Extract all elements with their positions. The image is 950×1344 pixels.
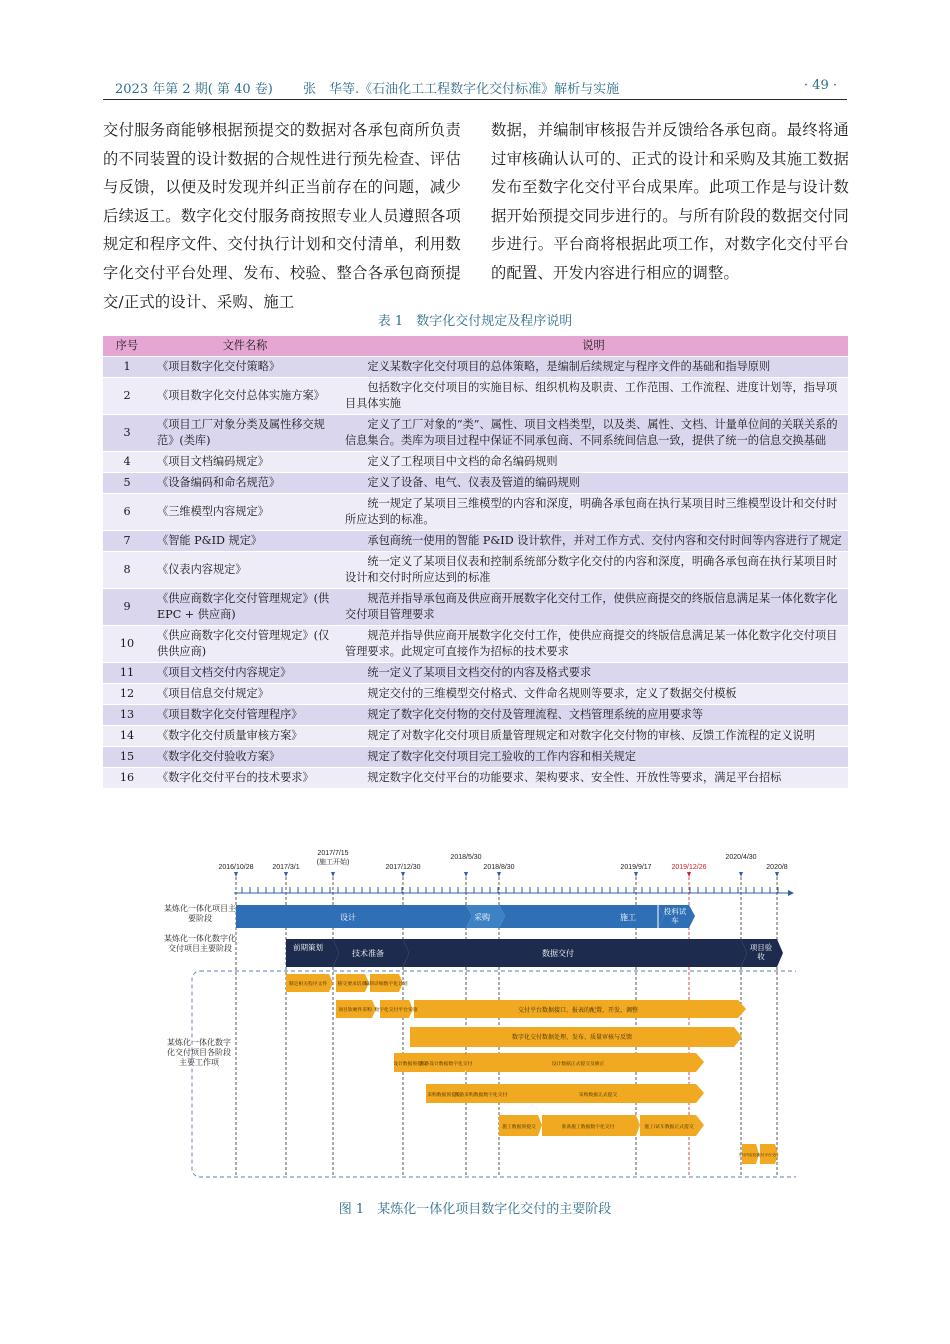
running-header xyxy=(103,74,847,100)
cell-desc: 包括数字化交付项目的实施目标、组织机构及职责、工作范围、工作流程、进度计划等，指导项目具体实施 xyxy=(339,378,848,415)
cell-desc: 规范并指导承包商及供应商开展数字化交付工作，使供应商提交的终版信息满足某一体化数字化交付项目管理要求 xyxy=(339,589,848,626)
cell-desc: 定义了工程项目中文档的命名编码规则 xyxy=(339,452,848,473)
cell-name: 《设备编码和命名规范》 xyxy=(151,473,339,494)
row-label: 某炼化一体化数字化交付项目主要阶段 xyxy=(164,934,236,953)
table-row xyxy=(103,747,848,768)
cell-desc: 承包商统一使用的智能 P&ID 设计软件，并对工作方式、交付内容和交付时间等内容进行了规定 xyxy=(339,531,848,552)
cell-name: 《数字化交付平台的技术要求》 xyxy=(151,768,339,789)
table-row xyxy=(103,705,848,726)
cell-name: 《智能 P&ID 规定》 xyxy=(151,531,339,552)
cell-name: 《仪表内容规定》 xyxy=(151,552,339,589)
work-label: 准备施工数据数字化交付 xyxy=(561,1125,615,1130)
cell-no: 8 xyxy=(103,552,151,589)
cell-no: 7 xyxy=(103,531,151,552)
timeline-diagram xyxy=(158,846,796,1181)
date-label: 2019/9/17 xyxy=(620,864,652,871)
header-name: 文件名称 xyxy=(151,336,339,357)
cell-name: 《项目数字化交付管理程序》 xyxy=(151,705,339,726)
work-label: 项目软硬件采购 xyxy=(338,1008,372,1013)
cell-desc: 规定了对数字化交付项目质量管理规定和对数字化交付物的审核、反馈工作流程的定义说明 xyxy=(339,726,848,747)
page-number: · 49 · xyxy=(803,78,837,93)
work-label: 移交要求培训 xyxy=(337,982,367,987)
work-label: 准备采购数据数字化交付 xyxy=(454,1093,508,1098)
cell-no: 9 xyxy=(103,589,151,626)
work-label: 交付平台数据接口、报表的配置、开发、调整 xyxy=(517,1008,639,1014)
phase-label: 施工 xyxy=(620,913,636,922)
cell-no: 6 xyxy=(103,494,151,531)
table-row xyxy=(103,415,848,452)
article-title: 张 华等.《石油化工工程数字化交付标准》解析与实施 xyxy=(303,82,620,97)
row-label: 某炼化一体化项目主要阶段 xyxy=(164,904,236,923)
work-label: 设计数据正式提交及修正 xyxy=(551,1062,605,1067)
delivery-label: 技术准备 xyxy=(352,949,384,958)
work-label: 编制详细数字化计划 xyxy=(364,982,408,987)
work-label: 准备设计数据数字化交付 xyxy=(419,1062,473,1067)
cell-name: 《供应商数字化交付管理规定》(供 EPC + 供应商) xyxy=(151,589,339,626)
work-label: 施工/试车数据正式提交 xyxy=(644,1125,694,1130)
cell-no: 3 xyxy=(103,415,151,452)
cell-desc: 统一定义了某项目仪表和控制系统部分数字化交付的内容和深度，明确各承包商在执行某项目时设计和交付时所应达到的标准 xyxy=(339,552,848,589)
cell-name: 《数字化交付验收方案》 xyxy=(151,747,339,768)
table-row xyxy=(103,473,848,494)
phase-label: 设计 xyxy=(340,913,356,922)
cell-name: 《供应商数字化交付管理规定》(仅供供应商) xyxy=(151,626,339,663)
delivery-label: 前期策划 xyxy=(293,943,323,952)
table-row xyxy=(103,626,848,663)
row-label-box xyxy=(164,934,236,970)
date-label: 2020/4/30 xyxy=(725,854,757,861)
cell-no: 11 xyxy=(103,663,151,684)
table-row xyxy=(103,552,848,589)
date-label: 2016/10/28 xyxy=(218,864,254,871)
row-label-box xyxy=(164,904,236,932)
cell-name: 《项目文档交付内容规定》 xyxy=(151,663,339,684)
date-label-note: (施工开始) xyxy=(316,859,350,866)
delivery-bar-data xyxy=(403,939,747,967)
row-label-box xyxy=(164,1038,234,1086)
cell-desc: 规定了数字化交付物的交付及管理流程、文档管理系统的应用要求等 xyxy=(339,705,848,726)
cell-desc: 规范并指导供应商开展数字化交付工作，使供应商提交的终版信息满足某一体化数字化交付项目管理要求。此规定可直接作为招标的技术要求 xyxy=(339,626,848,663)
cell-desc: 定义了工厂对象的“类”、属性、项目文档类型，以及类、属性、文档、计量单位间的关联关系的信息集合。类库为项目过程中保证不同承包商、不同系统间信息一致，提供了统一的信息交换基础 xyxy=(339,415,848,452)
cell-no: 14 xyxy=(103,726,151,747)
header-no: 序号 xyxy=(103,336,151,357)
date-label: 2017/3/1 xyxy=(272,864,300,871)
work-label: 制定相关程序文件 xyxy=(288,982,328,987)
header-desc: 说明 xyxy=(339,336,848,357)
cell-name: 《项目数字化交付总体实施方案》 xyxy=(151,378,339,415)
cell-name: 《项目信息交付规定》 xyxy=(151,684,339,705)
timeline-figure xyxy=(158,846,796,1181)
body-text-right: 数据，并编制审核报告并反馈给各承包商。最终将通过审核确认认可的、正式的设计和采购及其施工数据发布至数字化交付平台成果库。此项工作是与设计数据开始预提交同步进行的。与所有阶段的数据交付同步进行。平台商将根据此项工作，对数字化交付平台的配置、开发内容进行相应的调整。 xyxy=(491,121,849,282)
work-label: 交付内容验收 xyxy=(738,1153,760,1157)
cell-no: 10 xyxy=(103,626,151,663)
cell-desc: 统一定义了某项目文档交付的内容及格式要求 xyxy=(339,663,848,684)
journal-issue: 2023 年第 2 期( 第 40 卷) xyxy=(115,82,273,97)
cell-name: 《数字化交付质量审核方案》 xyxy=(151,726,339,747)
work-label: 数字化交付平台实施 xyxy=(374,1008,418,1013)
phase-label: 投料试车 xyxy=(663,907,687,925)
table-row xyxy=(103,726,848,747)
row-label: 某炼化一体化数字化交付项目各阶段主要工作项 xyxy=(167,1038,231,1067)
table-row xyxy=(103,452,848,473)
work-label: 数字化交付数据处理、发布、质量审核与反馈 xyxy=(511,1035,633,1041)
table-row xyxy=(103,663,848,684)
cell-name: 《项目工厂对象分类及属性移交规范》(类库) xyxy=(151,415,339,452)
cell-name: 《项目文档编码规定》 xyxy=(151,452,339,473)
cell-no: 1 xyxy=(103,357,151,378)
table-row xyxy=(103,684,848,705)
date-label-highlight: 2019/12/26 xyxy=(671,864,707,871)
cell-desc: 规定了数字化交付项目完工验收的工作内容和相关规定 xyxy=(339,747,848,768)
cell-no: 2 xyxy=(103,378,151,415)
table-header-row xyxy=(103,336,848,357)
date-label: 2018/5/30 xyxy=(450,854,482,861)
table-row xyxy=(103,494,848,531)
delivery-label: 数据交付 xyxy=(542,949,574,958)
date-label: 2020/8 xyxy=(766,864,788,871)
table-row xyxy=(103,357,848,378)
table-row xyxy=(103,378,848,415)
date-label: 2017/12/30 xyxy=(385,864,421,871)
table-row xyxy=(103,589,848,626)
cell-desc: 定义了设备、电气、仪表及管道的编码规则 xyxy=(339,473,848,494)
cell-no: 4 xyxy=(103,452,151,473)
cell-no: 5 xyxy=(103,473,151,494)
phase-label-box xyxy=(662,907,688,927)
work-label: 交付平台交付 xyxy=(757,1153,779,1157)
table-row xyxy=(103,531,848,552)
delivery-label-box xyxy=(290,943,326,965)
cell-no: 13 xyxy=(103,705,151,726)
work-label: 设计数据预提交 xyxy=(393,1062,427,1067)
work-label: 采购数据预提交 xyxy=(427,1093,461,1098)
body-text-left: 交付服务商能够根据预提交的数据对各承包商所负责的不同装置的设计数据的合规性进行预先检查、评估与反馈，以便及时发现并纠正当前存在的问题，减少后续返工。数字化交付服务商按照专业人员遵照各项规定和程序文件、交付执行计划和交付清单，利用数字化交付平台处理、发布、校验、整合各承包商预提交/正式的设计、采购、施工 xyxy=(103,121,461,311)
cell-desc: 统一规定了某项目三维模型的内容和深度，明确各承包商在执行某项目时三维模型设计和交付时所应达到的标准。 xyxy=(339,494,848,531)
cell-desc: 规定数字化交付平台的功能要求、架构要求、安全性、开放性等要求，满足平台招标 xyxy=(339,768,848,789)
cell-no: 15 xyxy=(103,747,151,768)
cell-no: 12 xyxy=(103,684,151,705)
phase-bar-construction xyxy=(499,905,664,928)
cell-name: 《三维模型内容规定》 xyxy=(151,494,339,531)
delivery-label-box xyxy=(748,943,774,965)
work-label: 施工数据预提交 xyxy=(502,1125,536,1130)
spec-table xyxy=(103,336,848,789)
delivery-label: 项目验收 xyxy=(749,943,773,961)
table-caption: 表 1 数字化交付规定及程序说明 xyxy=(377,314,573,329)
cell-desc: 规定交付的三维模型交付格式、文件命名规则等要求，定义了数据交付模板 xyxy=(339,684,848,705)
table-row xyxy=(103,768,848,789)
cell-no: 16 xyxy=(103,768,151,789)
figure-caption: 图 1 某炼化一体化项目数字化交付的主要阶段 xyxy=(338,1202,612,1217)
cell-desc: 定义某数字化交付项目的总体策略，是编制后续规定与程序文件的基础和指导原则 xyxy=(339,357,848,378)
phase-label: 采购 xyxy=(474,913,490,922)
cell-name: 《项目数字化交付策略》 xyxy=(151,357,339,378)
date-label: 2017/7/15 xyxy=(317,850,349,857)
header-rule xyxy=(103,99,847,100)
date-label: 2018/8/30 xyxy=(483,864,515,871)
work-label: 采购数据正式提交 xyxy=(578,1093,618,1098)
